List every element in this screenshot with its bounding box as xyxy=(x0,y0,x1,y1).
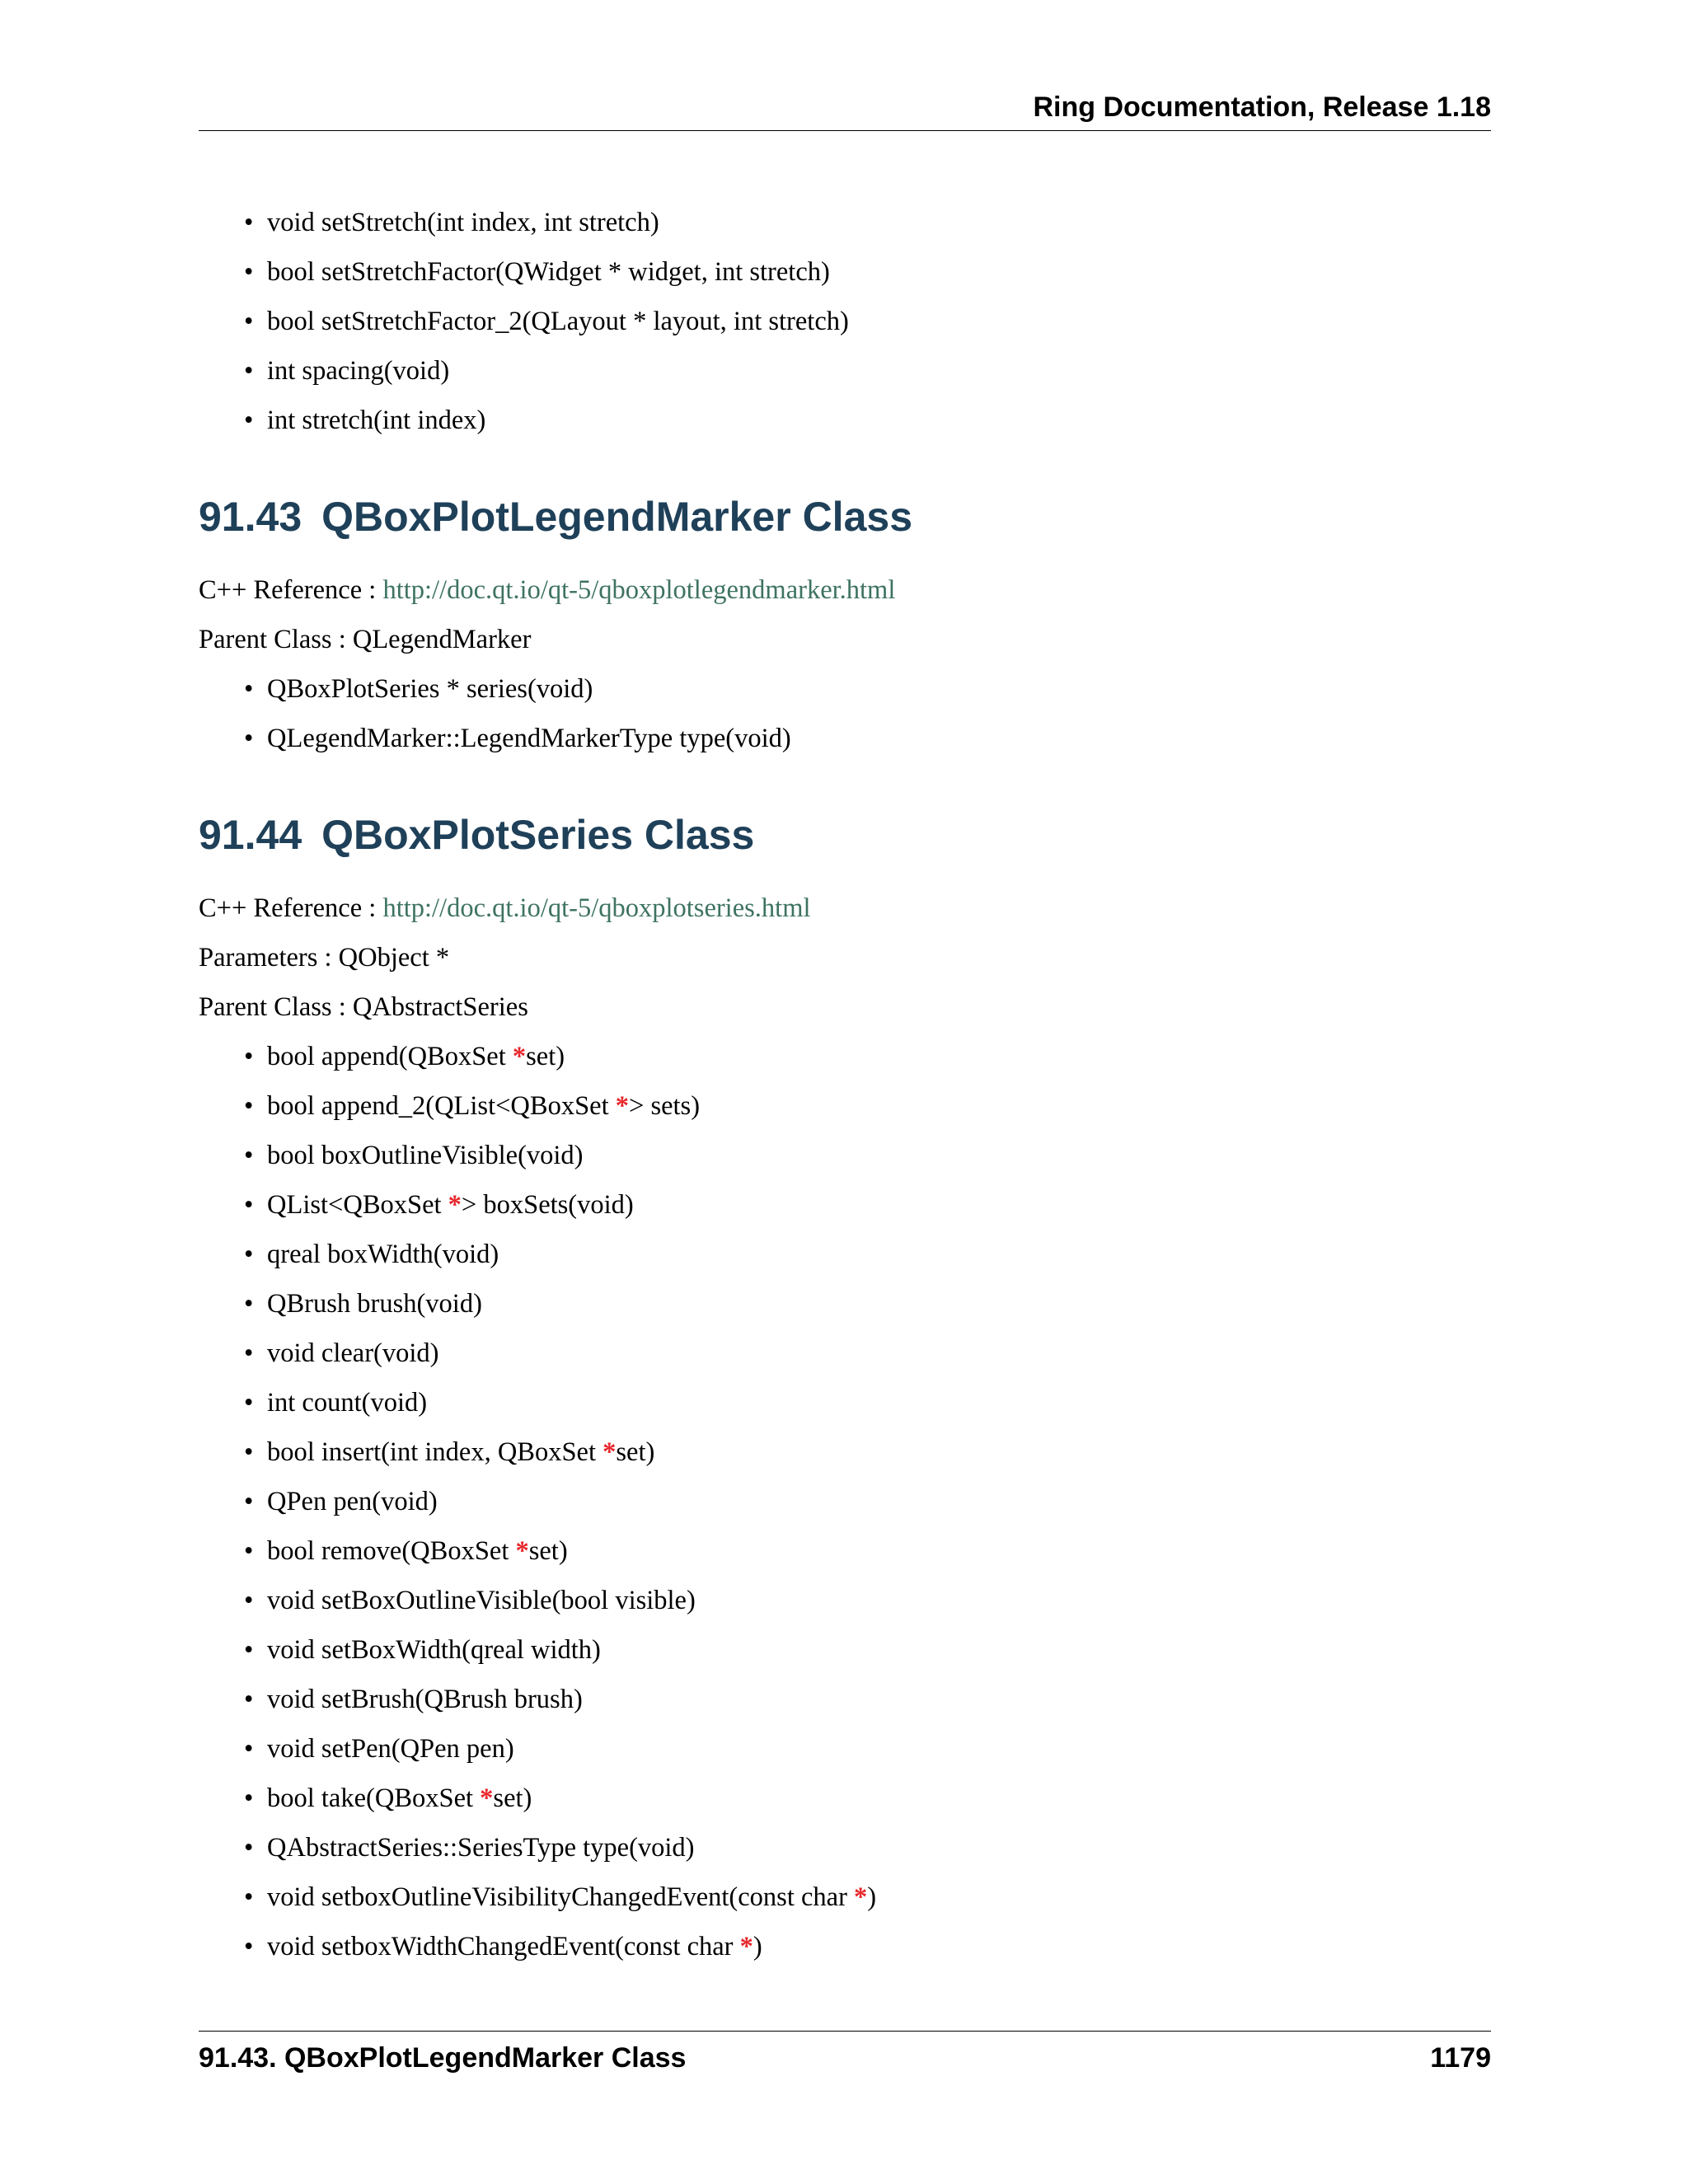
list-item xyxy=(199,1081,1491,1131)
box-plot-series-method-list xyxy=(199,1032,1491,1971)
method-text: QPen pen(void) xyxy=(267,1487,438,1516)
method-text: bool remove(QBoxSet xyxy=(267,1536,516,1566)
method-text: void setboxWidthChangedEvent(const char xyxy=(267,1932,740,1961)
bullet: • xyxy=(244,1338,254,1368)
list-item xyxy=(199,198,1491,247)
method-text: void setBoxWidth(qreal width) xyxy=(267,1635,601,1665)
method-text: QAbstractSeries::SeriesType type(void) xyxy=(267,1833,695,1863)
bullet: • xyxy=(244,307,254,336)
method-text-suffix: set) xyxy=(526,1042,565,1071)
cpp-reference-label: C++ Reference : xyxy=(199,893,383,923)
list-item xyxy=(199,1625,1491,1675)
list-item xyxy=(199,1378,1491,1427)
section-heading-91-44 xyxy=(199,806,1491,864)
bullet: • xyxy=(244,1586,254,1615)
bullet: • xyxy=(244,1091,254,1121)
list-item xyxy=(199,1724,1491,1774)
pointer-asterisk: * xyxy=(615,1091,629,1121)
list-item xyxy=(199,1180,1491,1230)
method-text: void setPen(QPen pen) xyxy=(267,1734,514,1764)
bullet: • xyxy=(244,208,254,237)
parent-class: Parent Class : QLegendMarker xyxy=(199,625,532,654)
method-text: bool take(QBoxSet xyxy=(267,1783,481,1813)
bullet: • xyxy=(244,1734,254,1764)
method-text-suffix: ) xyxy=(867,1882,877,1912)
bullet: • xyxy=(244,1240,254,1269)
pointer-asterisk: * xyxy=(480,1783,494,1813)
method-text: void setBrush(QBrush brush) xyxy=(267,1685,583,1714)
bullet: • xyxy=(244,1685,254,1714)
pointer-asterisk: * xyxy=(448,1190,462,1220)
legend-marker-method-list xyxy=(199,664,1491,763)
pointer-asterisk: * xyxy=(854,1882,868,1912)
method-text: QBoxPlotSeries * series(void) xyxy=(267,674,593,704)
list-item xyxy=(199,1032,1491,1081)
method-text: void clear(void) xyxy=(267,1338,439,1368)
method-text: bool setStretchFactor_2(QLayout * layout, int stretch) xyxy=(267,307,849,336)
bullet: • xyxy=(244,1289,254,1319)
bullet: • xyxy=(244,1833,254,1863)
method-text: void setBoxOutlineVisible(bool visible) xyxy=(267,1586,696,1615)
method-text-suffix: > sets) xyxy=(629,1091,701,1121)
bullet: • xyxy=(244,1882,254,1912)
list-item xyxy=(199,1872,1491,1922)
top-method-list xyxy=(199,198,1491,445)
method-text: void setboxOutlineVisibilityChangedEvent(const char xyxy=(267,1882,855,1912)
cpp-reference-link[interactable]: http://doc.qt.io/qt-5/qboxplotseries.html xyxy=(382,893,811,923)
bullet: • xyxy=(244,356,254,386)
bullet: • xyxy=(244,1932,254,1961)
header-rule xyxy=(199,130,1491,131)
parent-class: Parent Class : QAbstractSeries xyxy=(199,992,528,1022)
list-item xyxy=(199,1477,1491,1526)
section-heading-91-43 xyxy=(199,488,1491,546)
footer-rule xyxy=(199,2031,1491,2032)
cpp-reference xyxy=(199,883,1491,933)
list-item xyxy=(199,1922,1491,1971)
list-item xyxy=(199,664,1491,714)
list-item xyxy=(199,1230,1491,1279)
page-number: 1179 xyxy=(1430,2042,1491,2074)
bullet: • xyxy=(244,1487,254,1516)
method-text: QLegendMarker::LegendMarkerType type(void) xyxy=(267,724,791,753)
method-text: qreal boxWidth(void) xyxy=(267,1240,499,1269)
running-footer xyxy=(199,2037,1491,2079)
method-text: void setStretch(int index, int stretch) xyxy=(267,208,659,237)
parameters: Parameters : QObject * xyxy=(199,943,450,972)
section-number: 91.43 xyxy=(199,494,302,540)
method-text: bool setStretchFactor(QWidget * widget, int stretch) xyxy=(267,257,830,287)
list-item xyxy=(199,1526,1491,1576)
method-text: int stretch(int index) xyxy=(267,405,486,435)
list-item xyxy=(199,1823,1491,1872)
method-text: int spacing(void) xyxy=(267,356,450,386)
bullet: • xyxy=(244,1783,254,1813)
method-text: bool append(QBoxSet xyxy=(267,1042,513,1071)
cpp-reference xyxy=(199,565,1491,615)
section-number: 91.44 xyxy=(199,812,302,858)
bullet: • xyxy=(244,724,254,753)
pointer-asterisk: * xyxy=(603,1437,617,1467)
list-item xyxy=(199,1427,1491,1477)
method-text: int count(void) xyxy=(267,1388,428,1418)
list-item xyxy=(199,346,1491,396)
list-item xyxy=(199,1774,1491,1823)
bullet: • xyxy=(244,1141,254,1170)
bullet: • xyxy=(244,1388,254,1418)
pointer-asterisk: * xyxy=(515,1536,529,1566)
method-text: bool insert(int index, QBoxSet xyxy=(267,1437,603,1467)
section-title: QBoxPlotLegendMarker Class xyxy=(321,494,912,540)
cpp-reference-label: C++ Reference : xyxy=(199,575,383,605)
bullet: • xyxy=(244,1635,254,1665)
method-text-suffix: set) xyxy=(493,1783,532,1813)
bullet: • xyxy=(244,1042,254,1071)
bullet: • xyxy=(244,405,254,435)
list-item xyxy=(199,1131,1491,1180)
section-title: QBoxPlotSeries Class xyxy=(321,812,755,858)
method-text: QBrush brush(void) xyxy=(267,1289,482,1319)
method-text-suffix: set) xyxy=(616,1437,655,1467)
bullet: • xyxy=(244,674,254,704)
method-text: bool append_2(QList<QBoxSet xyxy=(267,1091,616,1121)
bullet: • xyxy=(244,1437,254,1467)
list-item xyxy=(199,1576,1491,1625)
list-item xyxy=(199,714,1491,763)
bullet: • xyxy=(244,1536,254,1566)
list-item xyxy=(199,1279,1491,1329)
running-header: Ring Documentation, Release 1.18 xyxy=(1033,91,1491,123)
bullet: • xyxy=(244,1190,254,1220)
list-item xyxy=(199,1675,1491,1724)
list-item xyxy=(199,1329,1491,1378)
footer-section: 91.43. QBoxPlotLegendMarker Class xyxy=(199,2042,687,2074)
page-content xyxy=(199,198,1491,1971)
list-item xyxy=(199,297,1491,346)
method-text-suffix: set) xyxy=(528,1536,568,1566)
pointer-asterisk: * xyxy=(512,1042,527,1071)
method-text-suffix: ) xyxy=(753,1932,762,1961)
list-item xyxy=(199,247,1491,297)
list-item xyxy=(199,396,1491,445)
cpp-reference-link[interactable]: http://doc.qt.io/qt-5/qboxplotlegendmarker.html xyxy=(382,575,896,605)
method-text: bool boxOutlineVisible(void) xyxy=(267,1141,584,1170)
pointer-asterisk: * xyxy=(739,1932,753,1961)
method-text-suffix: > boxSets(void) xyxy=(461,1190,634,1220)
method-text: QList<QBoxSet xyxy=(267,1190,448,1220)
bullet: • xyxy=(244,257,254,287)
